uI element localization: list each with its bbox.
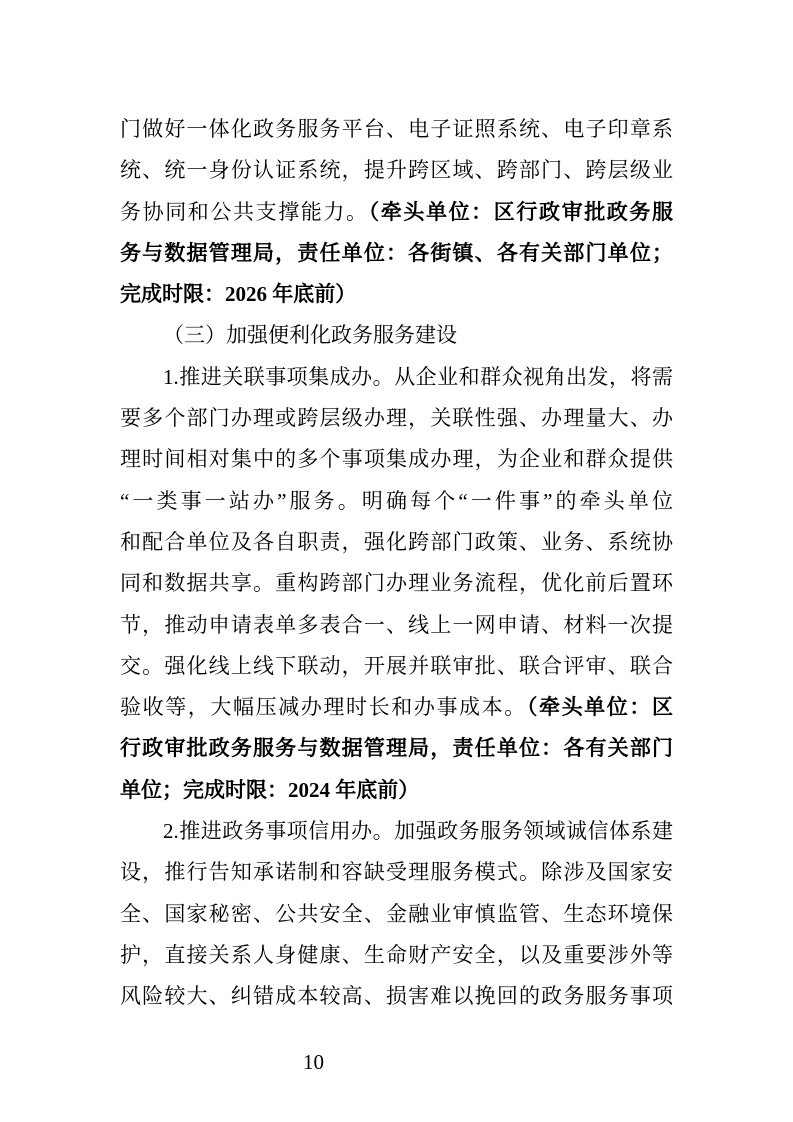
- text-line: [120, 192, 673, 233]
- text-line: [120, 852, 673, 893]
- responsibility-note: 务与数据管理局，责任单位：各街镇、各有关部门单位；: [120, 240, 673, 265]
- body-text: 统、统一身份认证系统，提升跨区域、跨部门、跨层级业: [120, 158, 673, 183]
- body-text: 护，直接关系人身健康、生命财产安全，以及重要涉外等: [120, 942, 673, 967]
- text-line: [120, 976, 673, 1017]
- text-line: [120, 398, 673, 439]
- responsibility-note: （牵头单位：区: [526, 695, 673, 720]
- body-text: 2.推进政务事项信用办。加强政务服务领域诚信体系建: [163, 819, 673, 844]
- section-heading: （三）加强便利化政务服务建设: [163, 323, 457, 348]
- text-line: [120, 109, 673, 150]
- text-line: [120, 728, 673, 769]
- text-line: [120, 563, 673, 604]
- text-line: [120, 687, 673, 728]
- document-body: [120, 109, 673, 1018]
- text-line: [120, 646, 673, 687]
- body-text: 要多个部门办理或跨层级办理，关联性强、办理量大、办: [120, 406, 673, 431]
- text-line: [120, 357, 673, 398]
- body-text: 验收等，大幅压减办理时长和办事成本。: [120, 695, 527, 720]
- text-line: [120, 150, 673, 191]
- body-text: 门做好一体化政务服务平台、电子证照系统、电子印章系: [120, 117, 673, 141]
- page-number: 10: [303, 1050, 324, 1074]
- body-text: “一类事一站办”服务。明确每个“一件事”的牵头单位: [120, 488, 673, 513]
- body-text: 节，推动申请表单多表合一、线上一网申请、材料一次提: [120, 612, 673, 637]
- text-line: [120, 481, 673, 522]
- text-line: [120, 811, 673, 852]
- responsibility-note: （牵头单位：区行政审批政务服: [368, 199, 673, 224]
- text-line: [120, 522, 673, 563]
- body-text: 同和数据共享。重构跨部门办理业务流程，优化前后置环: [120, 571, 673, 596]
- body-text: 交。强化线上线下联动，开展并联审批、联合评审、联合: [120, 653, 673, 678]
- text-line: [120, 233, 673, 274]
- text-line: [120, 770, 673, 811]
- responsibility-note: 行政审批政务服务与数据管理局，责任单位：各有关部门: [120, 736, 673, 761]
- body-text: 理时间相对集中的多个事项集成办理，为企业和群众提供: [120, 447, 673, 472]
- body-text: 1.推进关联事项集成办。从企业和群众视角出发，将需: [163, 364, 673, 389]
- responsibility-note: 完成时限：2026 年底前）: [120, 282, 357, 307]
- paragraph-item-1: [120, 357, 673, 811]
- text-line: [120, 935, 673, 976]
- body-text: 和配合单位及各自职责，强化跨部门政策、业务、系统协: [120, 529, 673, 554]
- body-text: 风险较大、纠错成本较高、损害难以挽回的政务服务事项: [120, 984, 673, 1009]
- text-line: [120, 605, 673, 646]
- body-text: 全、国家秘密、公共安全、金融业审慎监管、生态环境保: [120, 901, 673, 926]
- text-line: [120, 274, 673, 315]
- text-line: [120, 439, 673, 480]
- body-text: 务协同和公共支撑能力。: [120, 199, 369, 224]
- paragraph-continued: [120, 109, 673, 315]
- responsibility-note: 单位；完成时限：2024 年底前）: [120, 777, 420, 802]
- body-text: 设，推行告知承诺制和容缺受理服务模式。除涉及国家安: [120, 860, 673, 885]
- text-line: [120, 894, 673, 935]
- paragraph-item-2: [120, 811, 673, 1017]
